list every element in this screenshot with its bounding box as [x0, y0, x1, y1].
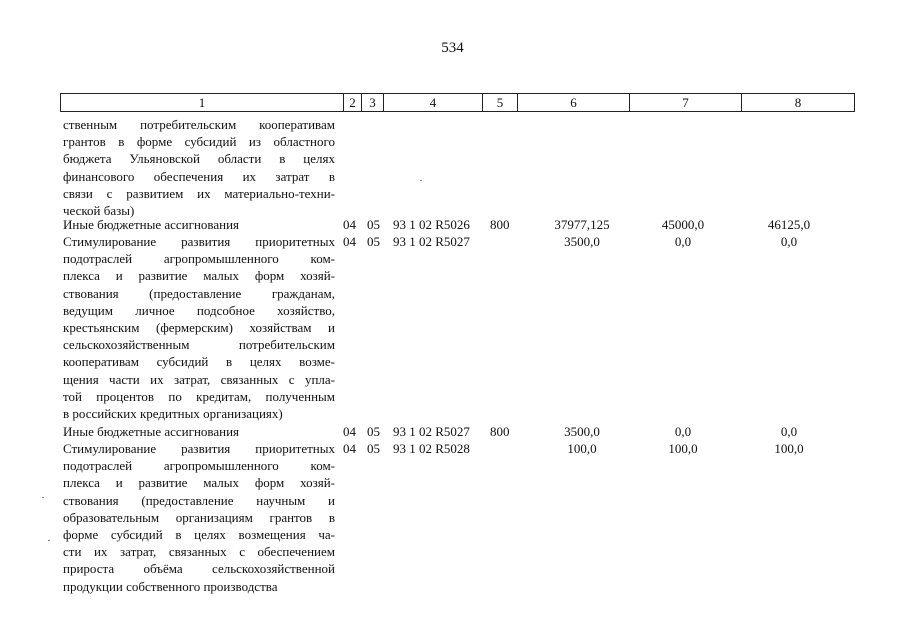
section-code: 04 — [343, 441, 356, 456]
column-header-7: 7 — [630, 94, 742, 112]
target-article-code: 93 1 02 R5027 — [393, 234, 470, 249]
description-line: Иные бюджетные ассигнования — [63, 217, 240, 232]
amount-col-7: 100,0 — [668, 441, 698, 456]
description-line: в российских кредитных организациях) — [63, 406, 283, 422]
amount-col-6: 3500,0 — [564, 234, 600, 249]
target-article-code: 93 1 02 R5027 — [393, 424, 470, 439]
subsection-code: 05 — [367, 234, 380, 249]
column-header-1: 1 — [61, 94, 344, 112]
amount-col-8: 0,0 — [780, 424, 798, 439]
description-line: ствования (предоставление научным и — [63, 492, 335, 508]
description-line: Стимулирование развития приоритетных — [63, 441, 335, 456]
description-line: ческой базы) — [63, 203, 135, 219]
description-line: той процентов по кредитам, полученным — [63, 388, 335, 404]
description-line: плекса и развитие малых форм хозяй- — [63, 475, 335, 491]
column-header-6: 6 — [518, 94, 630, 112]
scan-speck — [420, 180, 422, 181]
subsection-code: 05 — [367, 424, 380, 439]
description-line: подотраслей агропромышленного ком- — [63, 458, 335, 474]
amount-col-6: 37977,125 — [554, 217, 610, 232]
description-line: бюджета Ульяновской области в целях — [63, 151, 335, 167]
column-header-row — [61, 94, 855, 112]
page-number: 534 — [441, 40, 464, 56]
column-header-3: 3 — [362, 94, 384, 112]
row-description — [63, 116, 335, 219]
amount-col-7: 45000,0 — [661, 217, 705, 232]
description-line: связи с развитием их материально-техни- — [63, 185, 335, 201]
amount-col-6: 100,0 — [567, 441, 597, 456]
amount-col-8: 100,0 — [774, 441, 804, 456]
row-description — [63, 233, 335, 422]
section-code: 04 — [343, 424, 356, 439]
description-line: сти их затрат, связанных с обеспечением — [63, 544, 335, 560]
scan-speck — [42, 497, 44, 498]
description-line: продукции собственного производства — [63, 578, 278, 594]
description-line: прироста объёма сельскохозяйственной — [63, 561, 335, 577]
column-header-8: 8 — [742, 94, 855, 112]
amount-col-8: 46125,0 — [767, 217, 811, 232]
description-line: сельскохозяйственным потребительским — [63, 337, 335, 353]
column-header-5: 5 — [483, 94, 518, 112]
description-line: Стимулирование развития приоритетных — [63, 234, 335, 249]
row-description — [63, 216, 335, 233]
target-article-code: 93 1 02 R5026 — [393, 217, 470, 232]
expense-type-code: 800 — [490, 217, 510, 232]
section-code: 04 — [343, 234, 356, 249]
column-header-4: 4 — [384, 94, 483, 112]
column-header-table — [60, 93, 855, 112]
subsection-code: 05 — [367, 217, 380, 232]
description-line: образовательным организациям грантов в — [63, 509, 335, 525]
description-line: плекса и развитие малых форм хозяй- — [63, 268, 335, 284]
description-line: форме субсидий в целях возмещения ча- — [63, 527, 335, 543]
section-code: 04 — [343, 217, 356, 232]
description-line: ственным потребительским кооперативам — [63, 117, 335, 132]
amount-col-6: 3500,0 — [564, 424, 600, 439]
description-line: крестьянским (фермерским) хозяйствам и — [63, 320, 335, 336]
row-description — [63, 423, 335, 440]
amount-col-7: 0,0 — [674, 424, 692, 439]
target-article-code: 93 1 02 R5028 — [393, 441, 470, 456]
amount-col-8: 0,0 — [780, 234, 798, 249]
column-header-2: 2 — [344, 94, 362, 112]
description-line: финансового обеспечения их затрат в — [63, 168, 335, 184]
description-line: кооперативам субсидий в целях возме- — [63, 354, 335, 370]
expense-type-code: 800 — [490, 424, 510, 439]
description-line: ведущим личное подсобное хозяйство, — [63, 302, 335, 318]
row-description — [63, 440, 335, 595]
description-line: щения части их затрат, связанных с упла- — [63, 371, 335, 387]
description-line: подотраслей агропромышленного ком- — [63, 251, 335, 267]
subsection-code: 05 — [367, 441, 380, 456]
scan-speck — [48, 540, 50, 541]
amount-col-7: 0,0 — [674, 234, 692, 249]
description-line: ствования (предоставление гражданам, — [63, 285, 335, 301]
description-line: грантов в форме субсидий из областного — [63, 134, 335, 150]
description-line: Иные бюджетные ассигнования — [63, 424, 240, 439]
